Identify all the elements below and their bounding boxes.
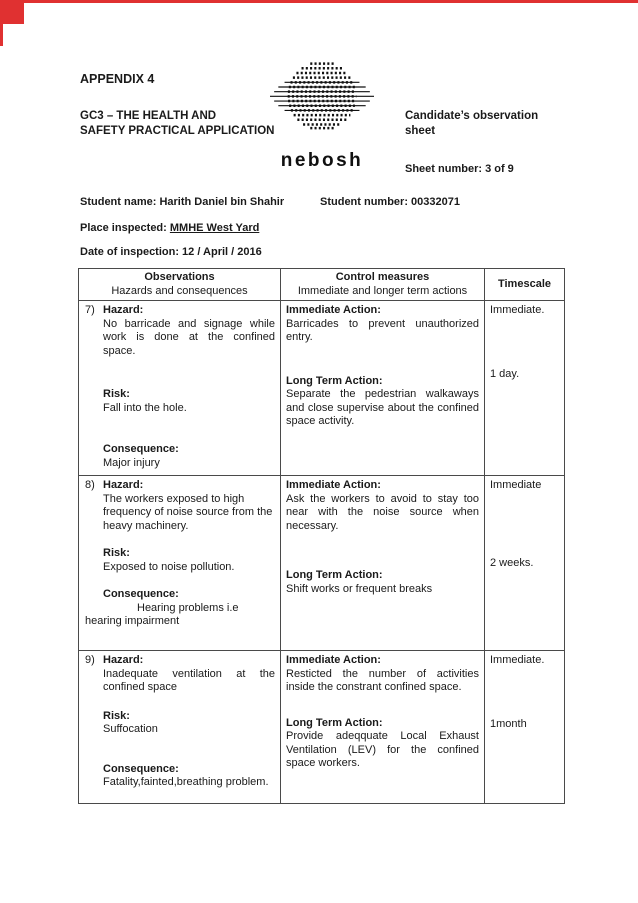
header-observations-title: Observations	[144, 271, 215, 283]
student-name: Student name: Harith Daniel bin Shahir	[80, 196, 285, 208]
timescale-immediate: Immediate.	[490, 654, 545, 666]
place-inspected-value: MMHE West Yard	[169, 222, 260, 234]
observations-cell	[79, 476, 281, 651]
observations-table-wrapper	[78, 268, 564, 804]
candidate-sheet-title-line1: Candidate’s observation	[405, 110, 539, 122]
risk-label: Risk:	[103, 547, 130, 559]
consequence-label: Consequence:	[103, 588, 179, 600]
consequence-label: Consequence:	[103, 762, 179, 775]
hazard-label: Hazard:	[103, 479, 144, 491]
risk-text: Exposed to noise pollution.	[103, 560, 235, 573]
observations-table	[78, 268, 565, 804]
risk-label: Risk:	[103, 709, 130, 722]
immediate-action-text: Resticted the number of activities inside the constrant confined space.	[286, 667, 479, 693]
table-row	[79, 301, 565, 476]
consequence-text: Fatality,fainted,breathing problem.	[103, 776, 269, 788]
timescale-duration: 1 day.	[490, 367, 520, 380]
inspection-date: Date of inspection: 12 / April / 2016	[80, 246, 262, 258]
appendix-title: APPENDIX 4	[80, 72, 155, 86]
timescale-immediate: Immediate.	[490, 304, 545, 316]
sheet-number: Sheet number: 3 of 9	[405, 163, 514, 175]
header-control-measures	[281, 269, 485, 301]
long-term-action-text: Provide adeqquate Local Exhaust Ventilation (LEV) for the confined space workers.	[286, 730, 479, 769]
student-info-line	[80, 196, 560, 208]
hazard-text: Inadequate ventilation at the confined space	[103, 667, 275, 693]
long-term-action-text: Separate the pedestrian walkaways and close supervise about the confined space activity.	[286, 388, 479, 427]
header-timescale: Timescale	[485, 269, 565, 301]
nebosh-wordmark: nebosh	[280, 150, 364, 171]
hazard-text: The workers exposed to high frequency of noise source from the heavy machinery.	[103, 492, 273, 532]
timescale-cell	[485, 651, 565, 804]
hazard-label: Hazard:	[103, 654, 144, 666]
long-term-action-label: Long Term Action:	[286, 374, 383, 387]
header-observations-sub: Hazards and consequences	[111, 284, 248, 297]
long-term-action-text: Shift works or frequent breaks	[286, 582, 433, 595]
risk-text: Fall into the hole.	[103, 401, 187, 414]
course-title-line2: SAFETY PRACTICAL APPLICATION	[80, 125, 275, 137]
place-inspected-line	[80, 222, 259, 234]
red-corner-mark	[0, 0, 24, 24]
consequence-label: Consequence:	[103, 443, 179, 455]
risk-text: Suffocation	[103, 723, 158, 735]
table-row	[79, 476, 565, 651]
observations-cell	[79, 301, 281, 476]
timescale-cell	[485, 476, 565, 651]
table-row	[79, 651, 565, 804]
consequence-text: Major injury	[103, 456, 160, 469]
observations-cell	[79, 651, 281, 804]
control-measures-cell	[281, 476, 485, 651]
hazard-label: Hazard:	[103, 304, 144, 316]
risk-label: Risk:	[103, 388, 130, 400]
immediate-action-text: Ask the workers to avoid to stay too near with the noise source when necessary.	[286, 492, 479, 532]
row-number: 8)	[85, 479, 95, 491]
timescale-duration: 2 weeks.	[490, 556, 534, 569]
hazard-text: No barricade and signage while work is done at the confined space.	[103, 317, 275, 357]
consequence-text: Hearing problems i.e hearing impairment	[85, 601, 239, 627]
candidate-sheet-title-line2: sheet	[405, 125, 436, 137]
row-number: 7)	[85, 304, 95, 316]
nebosh-logo-icon	[270, 50, 374, 150]
header-control-sub: Immediate and longer term actions	[297, 284, 468, 297]
immediate-action-label: Immediate Action:	[286, 654, 381, 666]
student-number: Student number: 00332071	[320, 196, 460, 208]
immediate-action-label: Immediate Action:	[286, 304, 381, 316]
timescale-immediate: Immediate	[490, 479, 542, 491]
course-title	[80, 109, 300, 139]
long-term-action-label: Long Term Action:	[286, 716, 383, 729]
immediate-action-label: Immediate Action:	[286, 479, 381, 491]
header-control-title: Control measures	[335, 271, 430, 283]
table-header-row	[79, 269, 565, 301]
course-title-line1: GC3 – THE HEALTH AND	[80, 110, 217, 122]
timescale-duration: 1month	[490, 717, 527, 730]
immediate-action-text: Barricades to prevent unauthorized entry.	[286, 317, 479, 343]
control-measures-cell	[281, 301, 485, 476]
timescale-cell	[485, 301, 565, 476]
header-observations	[79, 269, 281, 301]
long-term-action-label: Long Term Action:	[286, 569, 383, 581]
candidate-sheet-title	[405, 109, 565, 139]
row-number: 9)	[85, 654, 95, 666]
control-measures-cell	[281, 651, 485, 804]
red-top-edge-mark	[0, 0, 638, 3]
place-inspected-label: Place inspected:	[80, 222, 170, 234]
